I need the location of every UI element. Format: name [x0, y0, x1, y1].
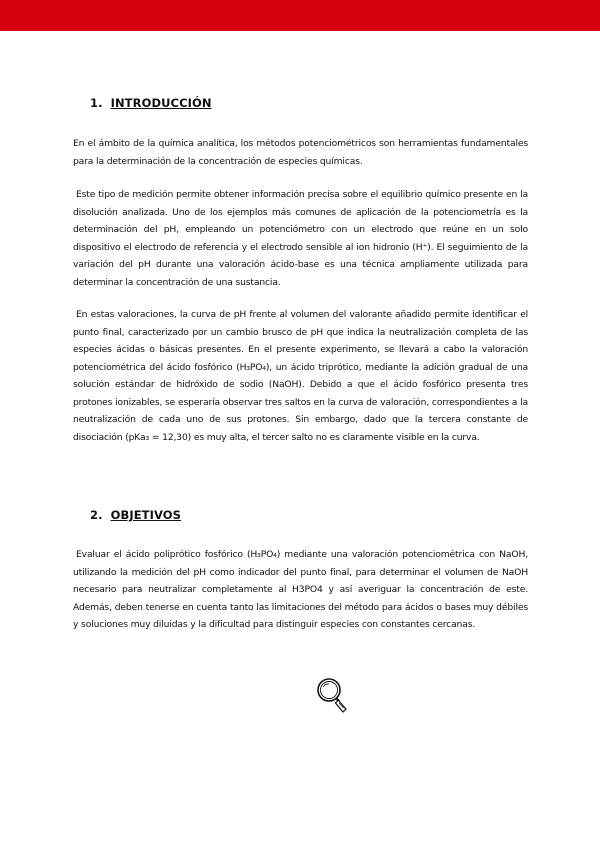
heading-introduccion — [90, 96, 212, 110]
heading-number: 2. — [90, 508, 103, 522]
heading-objetivos — [90, 508, 181, 522]
top-color-bar — [0, 0, 600, 31]
intro-paragraph-3: En estas valoraciones, la curva de pH frente al volumen del valorante añadido permite identificar el punto final, caracterizado por un cambio brusco de pH que indica la neutralización completa de las especies ácidas o básicas presentes. En el presente experimento, se llevará a cabo la valoración potenciométrica del ácido fosfórico (H₃PO₄), un ácido triprótico, mediante la adición gradual de una solución estándar de hidróxido de sodio (NaOH). Debido a que el ácido fosfórico presenta tres protones ionizables, se esperaría observar tres saltos en la curva de valoración, correspondientes a la neutralización de cada uno de sus protones. Sin embargo, dado que la tercera constante de disociación (pKa₃ = 12,30) es muy alta, el tercer salto no es claramente visible en la curva. — [73, 309, 528, 443]
objetivos-paragraph: Evaluar el ácido poliprótico fosfórico (H₃PO₄) mediante una valoración potenciométrica con NaOH, utilizando la medición del pH como indicador del punto final, para determinar el volumen de NaOH necesario para neutralizar completamente al H3PO4 y así averiguar la concentración de este. Además, deben tenerse en cuenta tanto las limitaciones del método para ácidos o bases muy débiles y soluciones muy diluidas y la dificultad para distinguir especies con constantes cercanas. — [73, 549, 528, 630]
intro-paragraph-2: Este tipo de medición permite obtener información precisa sobre el equilibrio químico presente en la disolución analizada. Uno de los ejemplos más comunes de aplicación de la potenciometría es la determinación del pH, empleando un potenciómetro con un electrodo que reúne en un solo dispositivo el electrodo de referencia y el electrodo sensible al ion hidronio (H⁺). El seguimiento de la variación del pH durante una valoración ácido-base es una técnica ampliamente utilizada para determinar la concentración de una sustancia. — [73, 189, 528, 288]
intro-paragraph-1: En el ámbito de la química analítica, los métodos potenciométricos son herramientas fundamentales para la determinación de la concentración de especies químicas. — [73, 138, 528, 167]
heading-title: INTRODUCCIÓN — [110, 96, 212, 110]
heading-title: OBJETIVOS — [110, 508, 182, 522]
magnifying-glass-icon — [313, 676, 353, 718]
heading-number: 1. — [90, 96, 103, 110]
